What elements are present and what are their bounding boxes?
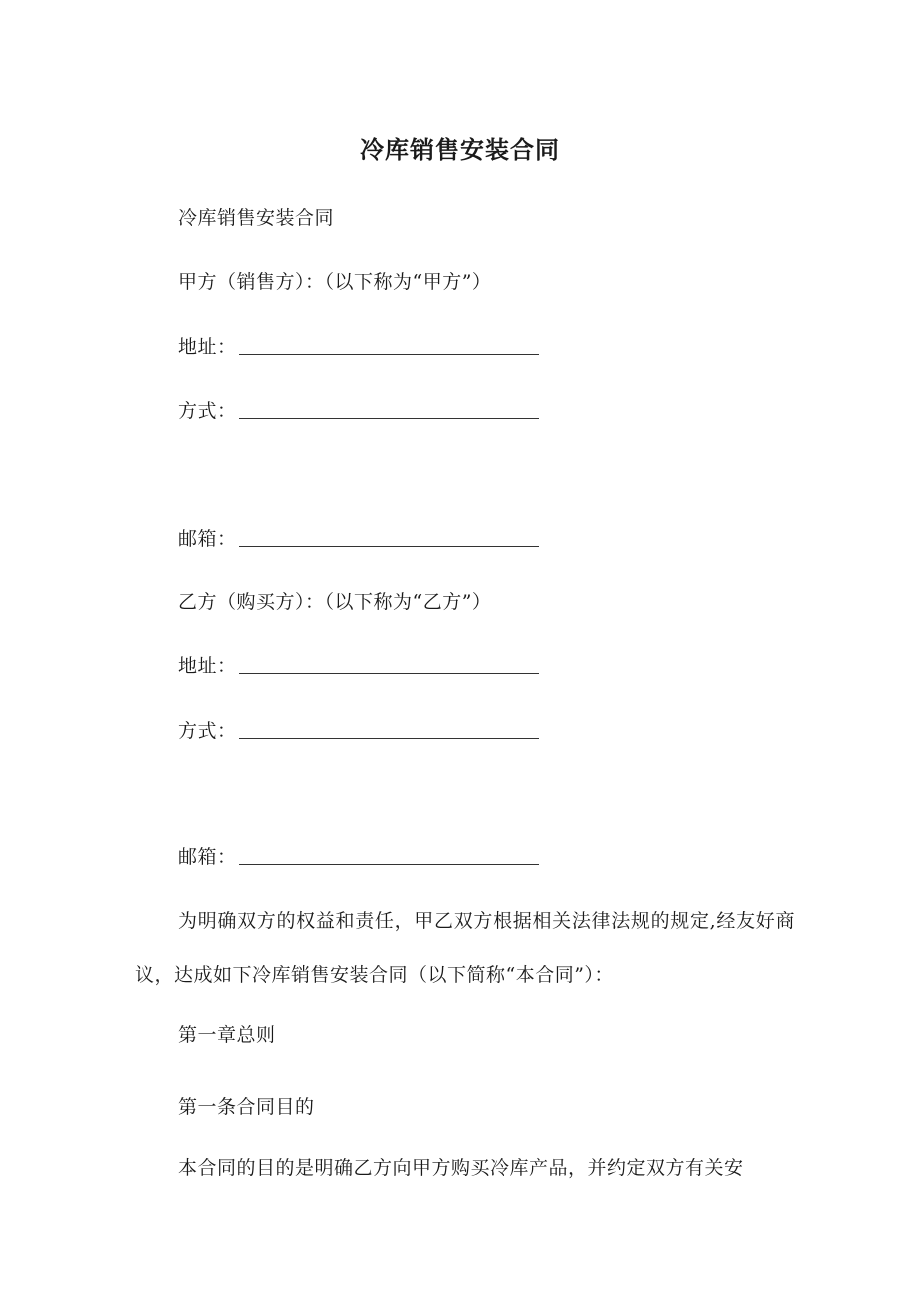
party-a-email-label: 邮箱： <box>178 528 237 550</box>
party-a-method-label: 方式： <box>178 400 237 422</box>
party-a-method-blank <box>239 417 539 419</box>
party-a-method-field <box>178 397 539 425</box>
article-heading: 第一条合同目的 <box>178 1096 315 1118</box>
article-paragraph: 本合同的目的是明确乙方向甲方购买冷库产品，并约定双方有关安 <box>178 1157 744 1179</box>
document-subtitle: 冷库销售安装合同 <box>178 207 335 229</box>
party-a-heading: 甲方（销售方）：（以下称为“甲方”） <box>178 271 492 293</box>
party-a-email-blank <box>239 545 539 547</box>
party-b-address-blank <box>239 672 539 674</box>
party-a-address-blank <box>239 353 539 355</box>
party-b-email-blank <box>239 863 539 865</box>
preamble-paragraph: 为明确双方的权益和责任，甲乙双方根据相关法律法规的规定,经友好商议，达成如下冷库销售安装合同（以下简称“本合同”）： <box>135 910 795 986</box>
party-b-method-blank <box>239 737 539 739</box>
party-a-address-label: 地址： <box>178 336 237 358</box>
party-a-address-field <box>178 333 539 361</box>
document-title: 冷库销售安装合同 <box>360 136 560 164</box>
party-b-method-label: 方式： <box>178 720 237 742</box>
party-b-heading: 乙方（购买方）：（以下称为“乙方”） <box>178 591 492 613</box>
party-b-email-label: 邮箱： <box>178 846 237 868</box>
party-b-address-field <box>178 652 539 680</box>
party-a-email-field <box>178 525 539 553</box>
party-b-address-label: 地址： <box>178 655 237 677</box>
party-b-method-field <box>178 717 539 745</box>
party-b-email-field <box>178 843 539 871</box>
chapter-heading: 第一章总则 <box>178 1024 276 1046</box>
